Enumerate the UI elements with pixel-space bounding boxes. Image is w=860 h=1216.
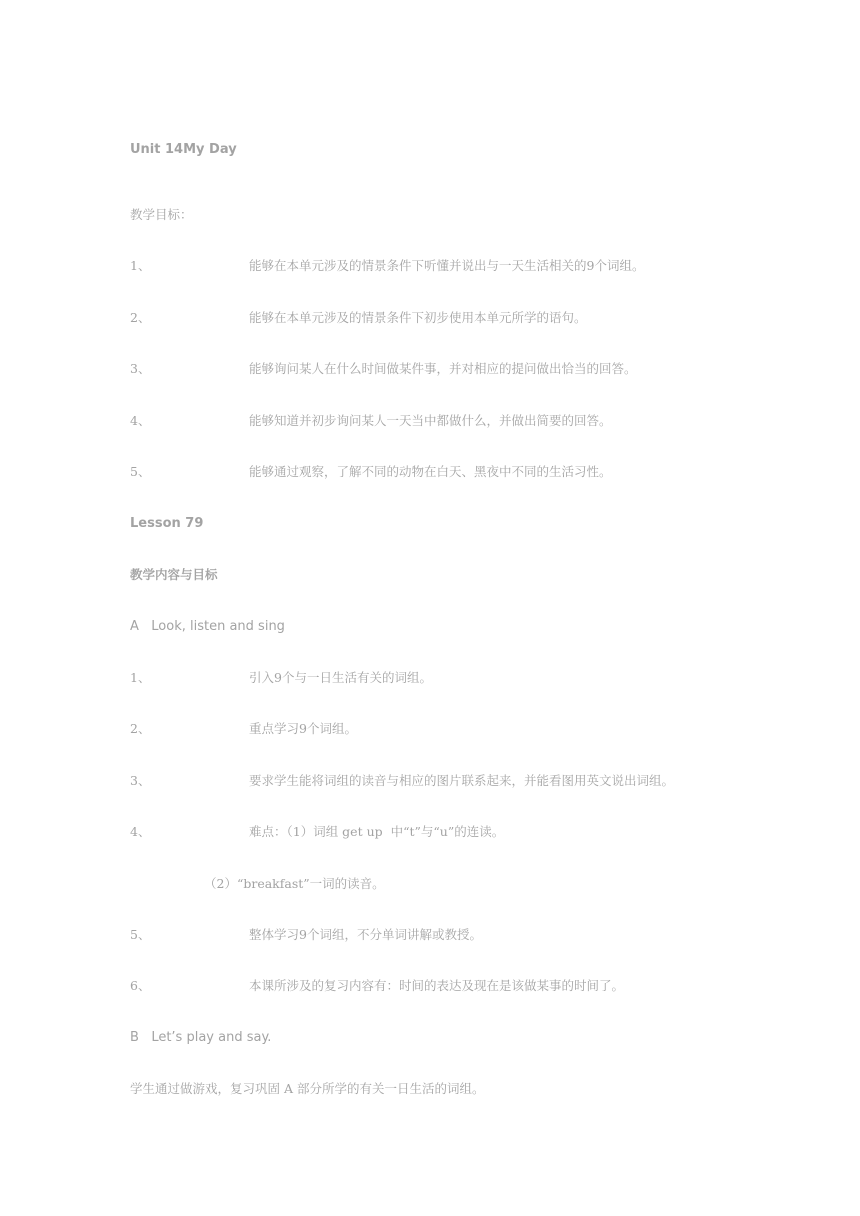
- item-number: 3、: [130, 773, 151, 788]
- section-a-item: [130, 926, 482, 944]
- item-number: 5、: [130, 927, 151, 942]
- objective-text: 能够在本单元涉及的情景条件下听懂并说出与一天生活相关的9个词组。: [249, 258, 645, 273]
- objective-number: 5、: [130, 464, 151, 479]
- section-a-item: [130, 823, 504, 841]
- lesson-title: Lesson 79: [130, 516, 204, 531]
- section-a-item: [130, 720, 357, 738]
- objective-item: [130, 309, 587, 327]
- item-number: 2、: [130, 721, 151, 736]
- objective-text: 能够通过观察，了解不同的动物在白天、黑夜中不同的生活习性。: [249, 464, 612, 479]
- objective-item: [130, 412, 612, 430]
- item-text: 本课所涉及的复习内容有：时间的表达及现在是该做某事的时间了。: [249, 978, 625, 993]
- section-b-heading: B Let’s play and say.: [130, 1030, 272, 1045]
- unit-title: Unit 14My Day: [130, 142, 237, 157]
- item-text: 难点：（1）词组 get up 中“t”与“u”的连读。: [249, 824, 505, 839]
- item-text: 重点学习9个词组。: [249, 721, 357, 736]
- objective-number: 1、: [130, 258, 151, 273]
- content-heading: 教学内容与目标: [130, 567, 218, 582]
- objective-number: 4、: [130, 413, 151, 428]
- item-text: 要求学生能将词组的读音与相应的图片联系起来，并能看图用英文说出词组。: [249, 773, 675, 788]
- objectives-heading: 教学目标：: [130, 207, 193, 222]
- objective-item: [130, 257, 644, 275]
- item-number: 1、: [130, 670, 151, 685]
- objective-item: [130, 360, 637, 378]
- section-a-heading: A Look, listen and sing: [130, 619, 285, 634]
- item-text: 引入9个与一日生活有关的词组。: [249, 670, 432, 685]
- section-a-subitem: （2）“breakfast”一词的读音。: [204, 876, 385, 891]
- objective-item: [130, 463, 612, 481]
- item-text: 整体学习9个词组，不分单词讲解或教授。: [249, 927, 482, 942]
- section-a-item: [130, 669, 432, 687]
- item-number: 4、: [130, 824, 151, 839]
- objective-text: 能够知道并初步询问某人一天当中都做什么，并做出简要的回答。: [249, 413, 612, 428]
- item-number: 6、: [130, 978, 151, 993]
- objective-number: 2、: [130, 310, 151, 325]
- objective-text: 能够询问某人在什么时间做某件事，并对相应的提问做出恰当的回答。: [249, 361, 637, 376]
- objective-text: 能够在本单元涉及的情景条件下初步使用本单元所学的语句。: [249, 310, 587, 325]
- section-a-item: [130, 772, 674, 790]
- section-b-text: 学生通过做游戏，复习巩固 A 部分所学的有关一日生活的词组。: [130, 1081, 485, 1096]
- objective-number: 3、: [130, 361, 151, 376]
- section-a-item: [130, 977, 624, 995]
